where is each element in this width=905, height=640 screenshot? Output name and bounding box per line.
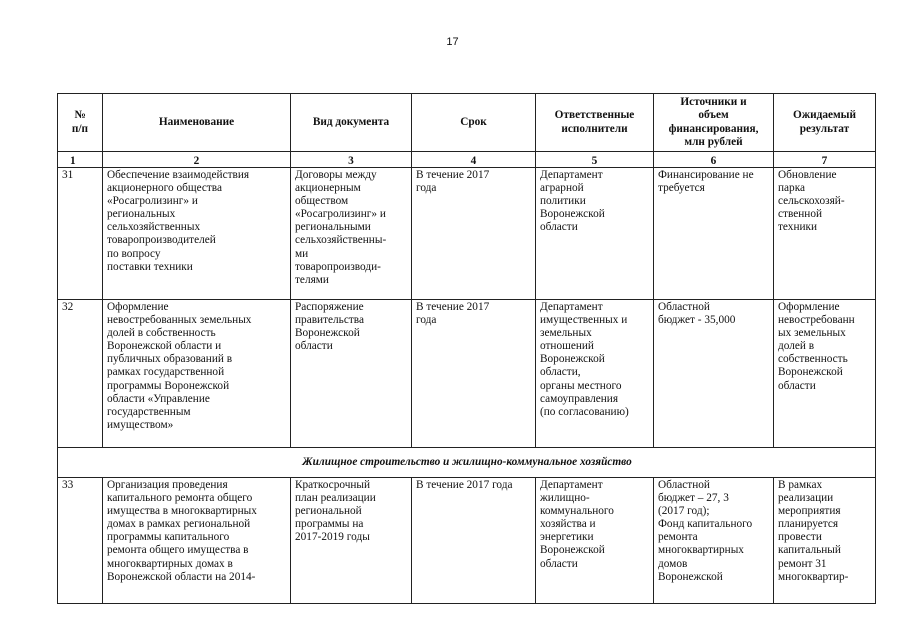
column-number: 7 bbox=[774, 152, 876, 168]
cell-result: Оформление невостребованн ых земельных долей в собственность Воронежской области bbox=[774, 300, 876, 448]
column-number: 2 bbox=[103, 152, 291, 168]
action-plan-table bbox=[57, 93, 876, 604]
cell-num: 31 bbox=[58, 168, 103, 300]
header-num: № п/п bbox=[58, 94, 103, 152]
cell-name: Оформление невостребованных земельных долей в собственность Воронежской области и публичных образований в рамках государственной программы Воронежской области «Управление государственным имуществом» bbox=[103, 300, 291, 448]
cell-responsible: Департамент имущественных и земельных отношений Воронежской области, органы местного самоуправления (по согласованию) bbox=[536, 300, 654, 448]
table-row bbox=[58, 478, 876, 604]
column-number: 4 bbox=[412, 152, 536, 168]
column-number: 1 bbox=[58, 152, 103, 168]
cell-term: В течение 2017 года bbox=[412, 478, 536, 604]
cell-responsible: Департамент аграрной политики Воронежской области bbox=[536, 168, 654, 300]
cell-term: В течение 2017 года bbox=[412, 168, 536, 300]
cell-num: 33 bbox=[58, 478, 103, 604]
section-row bbox=[58, 448, 876, 478]
header-term: Срок bbox=[412, 94, 536, 152]
table-row bbox=[58, 168, 876, 300]
cell-doc-type: Краткосрочный план реализации региональной программы на 2017-2019 годы bbox=[291, 478, 412, 604]
table-header-row bbox=[58, 94, 876, 152]
cell-num: 32 bbox=[58, 300, 103, 448]
cell-term: В течение 2017 года bbox=[412, 300, 536, 448]
cell-funding: Областной бюджет - 35,000 bbox=[654, 300, 774, 448]
cell-doc-type: Распоряжение правительства Воронежской области bbox=[291, 300, 412, 448]
page-number: 17 bbox=[446, 36, 459, 48]
column-number-row bbox=[58, 152, 876, 168]
table-row bbox=[58, 300, 876, 448]
column-number: 6 bbox=[654, 152, 774, 168]
cell-responsible: Департамент жилищно- коммунального хозяйства и энергетики Воронежской области bbox=[536, 478, 654, 604]
cell-name: Организация проведения капитального ремонта общего имущества в многоквартирных домах в рамках региональной программы капитального ремонта общего имущества в многоквартирных домах в Воронежской области на 2014- bbox=[103, 478, 291, 604]
header-result: Ожидаемый результат bbox=[774, 94, 876, 152]
section-title: Жилищное строительство и жилищно-коммунальное хозяйство bbox=[58, 448, 876, 478]
header-responsible: Ответственные исполнители bbox=[536, 94, 654, 152]
header-funding: Источники и объем финансирования, млн рублей bbox=[654, 94, 774, 152]
column-number: 3 bbox=[291, 152, 412, 168]
header-name: Наименование bbox=[103, 94, 291, 152]
cell-result: В рамках реализации мероприятия планируется провести капитальный ремонт 31 многоквартир- bbox=[774, 478, 876, 604]
cell-funding: Финансирование не требуется bbox=[654, 168, 774, 300]
header-doc-type: Вид документа bbox=[291, 94, 412, 152]
cell-doc-type: Договоры между акционерным обществом «Росагролизинг» и региональными сельхозяйственны- ми товаропроизводи- телями bbox=[291, 168, 412, 300]
cell-funding: Областной бюджет – 27, 3 (2017 год); Фонд капитального ремонта многоквартирных домов Воронежской bbox=[654, 478, 774, 604]
column-number: 5 bbox=[536, 152, 654, 168]
cell-name: Обеспечение взаимодействия акционерного общества «Росагролизинг» и региональных сельхозяйственных товаропроизводителей по вопросу поставки техники bbox=[103, 168, 291, 300]
cell-result: Обновление парка сельскохозяй- ственной техники bbox=[774, 168, 876, 300]
